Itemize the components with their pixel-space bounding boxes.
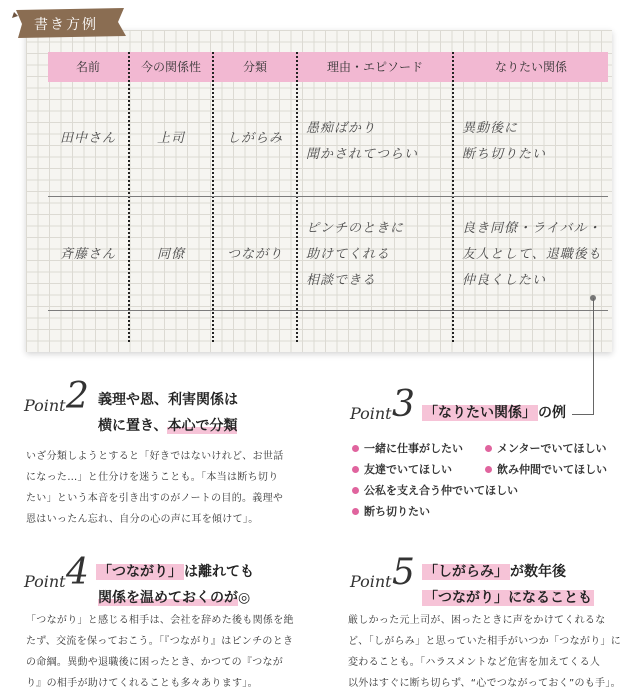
row2-relation: 同僚 xyxy=(156,247,185,262)
point5-script: Point xyxy=(350,572,392,591)
column-divider xyxy=(296,52,298,342)
row1-goal-line2: 断ち切りたい xyxy=(462,147,547,162)
point4-title-line1 xyxy=(96,560,254,585)
goal-example-item: 公私を支え合う仲でいてほしい xyxy=(352,482,518,498)
point4-title-line2-highlight: 関係を温めておくのが xyxy=(98,590,238,606)
point2-body-line: 恩はいったん忘れ、自分の心の声に耳を傾けて」。 xyxy=(26,514,259,525)
point2-script: Point xyxy=(24,396,66,415)
header-category: 分類 xyxy=(242,60,267,74)
row2-goal-line1: 良き同僚・ライバル・ xyxy=(462,221,602,236)
header-name: 名前 xyxy=(75,60,100,74)
row2-reason-line3: 相談できる xyxy=(306,273,377,288)
point4-body xyxy=(26,610,332,694)
point5-title-line1 xyxy=(422,560,566,585)
point2-title-pre: 横に置き、 xyxy=(98,418,168,434)
point2-body xyxy=(26,446,326,530)
row1-category: しがらみ xyxy=(226,131,283,146)
point5-title-highlight: 「しがらみ」 xyxy=(424,564,508,580)
point2-body-line: たい」という本音を引き出すのがノートの目的。義理や xyxy=(26,493,284,504)
header-reason: 理由・エピソード xyxy=(326,60,423,74)
tag-label: 書き方例 xyxy=(34,17,98,33)
goal-example-item: 友達でいてほしい xyxy=(352,461,452,477)
bullet-dot-icon xyxy=(352,487,359,494)
point5-body-line: 以外はすぐに断ち切らず、“心でつながっておく”のも手」。 xyxy=(348,678,621,689)
row1-name: 田中さん xyxy=(59,131,116,146)
point5-title-line2-highlight: 「つながり」になることも xyxy=(424,590,592,606)
column-divider xyxy=(452,52,454,342)
point2-title-line2 xyxy=(98,414,237,439)
row1-relation: 上司 xyxy=(156,131,185,146)
row2-name: 斉藤さん xyxy=(59,247,116,262)
point4-body-line: 「つながり」と感じる相手は、会社を辞めた後も関係を絶 xyxy=(26,615,294,626)
row1-reason-line2: 聞かされてつらい xyxy=(306,147,419,162)
point5-title-post: が数年後 xyxy=(510,564,566,580)
point4-title-line2 xyxy=(98,586,250,611)
point4-title-post: は離れても xyxy=(184,564,254,580)
goal-example-item: 飲み仲間でいてほしい xyxy=(485,461,607,477)
point3-number: 3 xyxy=(392,384,415,425)
row1-goal-line1: 異動後に xyxy=(462,121,519,136)
example-tag xyxy=(10,6,130,42)
point3-title-post: の例 xyxy=(538,405,566,421)
point5-body-line: 変わることも。「ハラスメントなど危害を加えてくる人 xyxy=(348,657,601,668)
connector-line xyxy=(593,298,594,414)
goal-example-item: メンターでいてほしい xyxy=(485,440,607,456)
point2-title-highlight: 本心で分類 xyxy=(167,418,238,434)
point4-script: Point xyxy=(24,572,66,591)
row2-goal-line3: 仲良くしたい xyxy=(462,273,547,288)
bullet-dot-icon xyxy=(485,445,492,452)
point3-script: Point xyxy=(350,404,392,423)
point4-title-highlight: 「つながり」 xyxy=(98,564,182,580)
point5-body xyxy=(348,610,636,694)
point2-number: 2 xyxy=(66,376,89,417)
row2-reason-line2: 助けてくれる xyxy=(306,247,391,262)
goal-example-item: 断ち切りたい xyxy=(352,503,430,519)
point5-title-line2 xyxy=(422,586,594,611)
point2-body-line: になった…」と仕分けを迷うことも。「本当は断ち切り xyxy=(26,472,279,483)
bullet-dot-icon xyxy=(485,466,492,473)
row1-reason-line1: 愚痴ばかり xyxy=(306,121,377,136)
point4-body-line: たず、交流を保っておこう。「『つながり』はピンチのとき xyxy=(26,636,294,647)
row-divider xyxy=(48,196,608,197)
point3-title-highlight: 「なりたい関係」 xyxy=(424,405,536,421)
connector-line xyxy=(572,414,594,415)
header-relation: 今の関係性 xyxy=(140,60,201,74)
column-divider xyxy=(128,52,130,342)
header-goal: なりたい関係 xyxy=(494,60,567,74)
point4-body-line: り』の相手が助けてくれることも多々あります」。 xyxy=(26,678,258,689)
point5-body-line: 厳しかった元上司が、困ったときに声をかけてくれるな xyxy=(348,615,606,626)
bullet-dot-icon xyxy=(352,445,359,452)
point5-body-line: ど、「しがらみ」と思っていた相手がいつか「つながり」に xyxy=(348,636,622,647)
row2-category: つながり xyxy=(226,247,283,262)
bullet-dot-icon xyxy=(352,466,359,473)
row-divider xyxy=(48,310,608,311)
row2-reason-line1: ピンチのときに xyxy=(306,221,405,236)
point2-title-line1: 義理や恩、利害関係は xyxy=(98,392,238,408)
point4-body-line: の命綱。異動や退職後に困ったとき、かつての『つなが xyxy=(26,657,284,668)
column-divider xyxy=(212,52,214,342)
point4-title-line2-post: ◎ xyxy=(238,590,251,606)
bullet-dot-icon xyxy=(352,508,359,515)
point3-title xyxy=(422,401,566,426)
row2-goal-line2: 友人として、退職後も xyxy=(462,247,602,262)
goal-example-item: 一緒に仕事がしたい xyxy=(352,440,463,456)
point2-body-line: いざ分類しようとすると「好きではないけれど、お世話 xyxy=(26,451,284,462)
point5-number: 5 xyxy=(392,552,415,593)
point4-number: 4 xyxy=(66,552,89,593)
